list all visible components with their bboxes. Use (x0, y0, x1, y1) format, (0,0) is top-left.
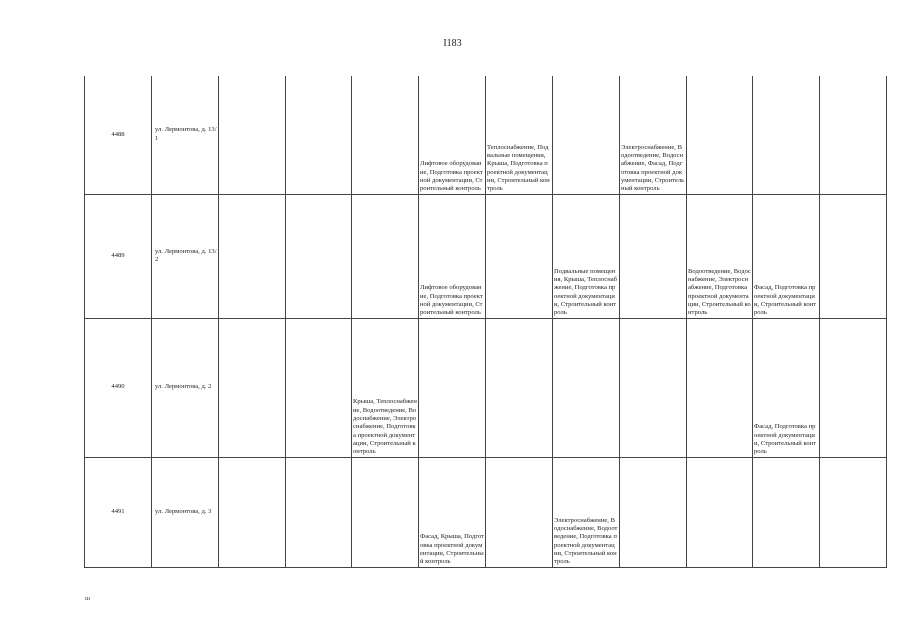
address-cell: ул. Лермонтова, д. 13/1 (152, 76, 219, 194)
works-cell (553, 318, 620, 457)
works-cell: Фасад, Подготовка проектной документации, Строительный контроль (753, 318, 820, 457)
works-cell (219, 76, 286, 194)
row-number: 4491 (85, 457, 152, 567)
address-cell: ул. Лермонтова, д. 2 (152, 318, 219, 457)
works-cell: Водоотведение, Водоснабжение, Электроснабжение, Подготовка проектной документации, Строительный контроль (687, 194, 753, 318)
works-cell (820, 457, 887, 567)
works-cell: Лифтовое оборудование, Подготовка проектной документации, Строительный контроль (419, 194, 486, 318)
table-row (85, 76, 887, 194)
repair-schedule-table (84, 76, 887, 568)
works-cell (352, 457, 419, 567)
table-row (85, 318, 887, 457)
row-number: 4488 (85, 76, 152, 194)
page-number: I183 (443, 38, 462, 49)
row-number: 4490 (85, 318, 152, 457)
works-cell (219, 457, 286, 567)
works-cell: Лифтовое оборудование, Подготовка проектной документации, Строительный контроль (419, 76, 486, 194)
works-cell (419, 318, 486, 457)
works-cell (219, 318, 286, 457)
works-cell: Электроснабжение, Водоснабжение, Водоотведение, Подготовка проектной документации, Строительный контроль (553, 457, 620, 567)
works-cell (286, 318, 352, 457)
address-cell: ул. Лермонтова, д. 3 (152, 457, 219, 567)
works-cell: Фасад, Подготовка проектной документации, Строительный контроль (753, 194, 820, 318)
works-cell: Теплоснабжение, Подвальные помещения, Крыша, Подготовка проектной документации, Строительный контроль (486, 76, 553, 194)
works-cell (286, 457, 352, 567)
works-cell (820, 76, 887, 194)
works-cell (820, 194, 887, 318)
works-cell (286, 194, 352, 318)
works-cell (486, 318, 553, 457)
works-cell (753, 76, 820, 194)
works-cell (486, 194, 553, 318)
works-cell (553, 76, 620, 194)
works-cell (753, 457, 820, 567)
works-cell (687, 318, 753, 457)
works-cell (486, 457, 553, 567)
table-row (85, 457, 887, 567)
address-cell: ул. Лермонтова, д. 13/2 (152, 194, 219, 318)
works-cell (620, 194, 687, 318)
works-cell (352, 194, 419, 318)
works-cell: Электроснабжение, Водоотведение, Водоснабжение, Фасад, Подготовка проектной документации, Строительный контроль (620, 76, 687, 194)
table-row (85, 194, 887, 318)
works-cell (352, 76, 419, 194)
works-cell (620, 457, 687, 567)
works-cell (820, 318, 887, 457)
works-cell (286, 76, 352, 194)
works-cell (620, 318, 687, 457)
works-cell: Подвальные помещения, Крыша, Теплоснабжение, Подготовка проектной документации, Строительный контроль (553, 194, 620, 318)
footer-mark: ııı (85, 596, 91, 602)
works-cell: Крыша, Теплоснабжение, Водоотведение, Водоснабжение, Электроснабжение, Подготовка проектной документации, Строительный контроль (352, 318, 419, 457)
works-cell: Фасад, Крыша, Подготовка проектной документации, Строительный контроль (419, 457, 486, 567)
works-cell (687, 457, 753, 567)
row-number: 4489 (85, 194, 152, 318)
works-cell (219, 194, 286, 318)
works-cell (687, 76, 753, 194)
